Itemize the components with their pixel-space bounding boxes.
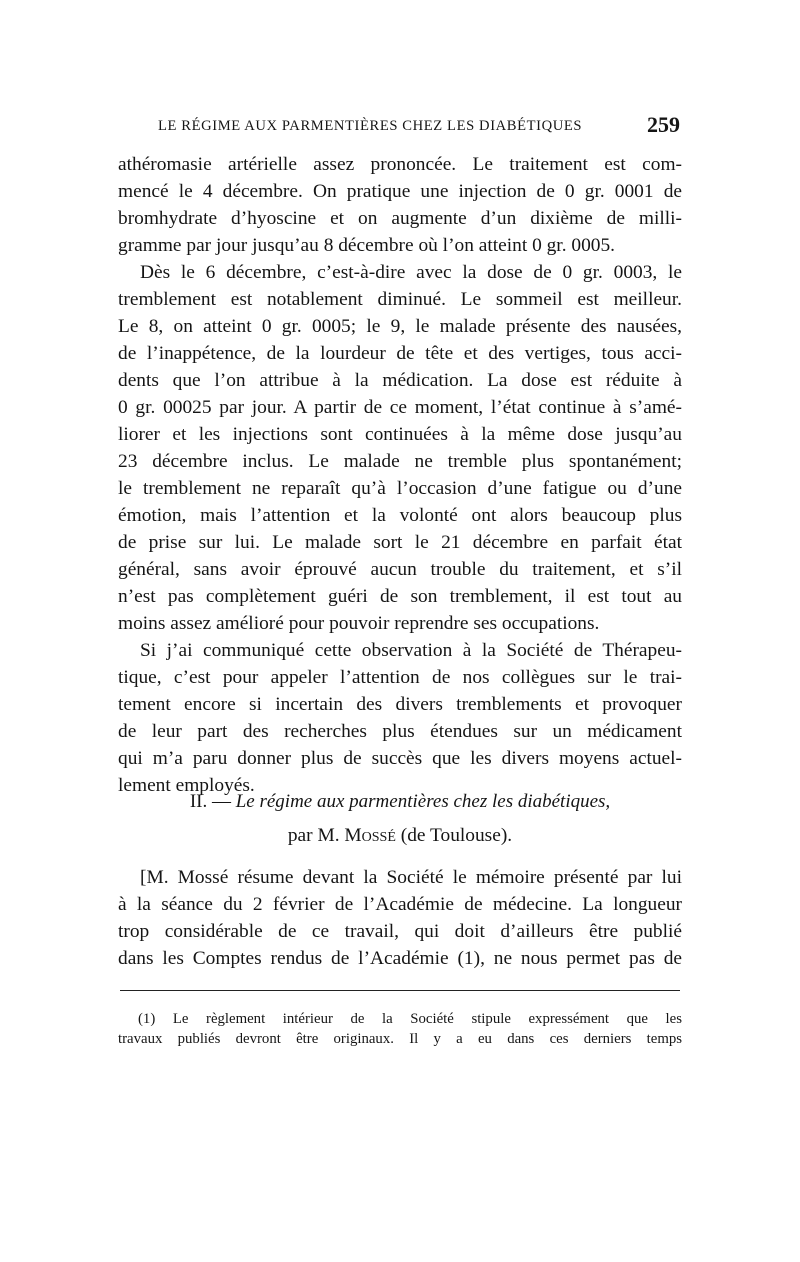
text-line: athéromasie artérielle assez prononcée. Le traitement est com- bbox=[118, 154, 682, 175]
running-title: LE RÉGIME AUX PARMENTIÈRES CHEZ LES DIABÉTIQUES bbox=[158, 118, 583, 134]
text-line: tique, c’est pour appeler l’attention de nos collègues sur le trai- bbox=[118, 667, 682, 688]
running-header bbox=[118, 112, 682, 142]
text-line: de prise sur lui. Le malade sort le 21 décembre en parfait état bbox=[118, 532, 682, 553]
section-title: Le régime aux parmentières chez les diabétiques, bbox=[235, 791, 611, 812]
text-line: de l’inappétence, de la lourdeur de tête et des vertiges, tous acci- bbox=[118, 343, 682, 364]
book-page bbox=[118, 0, 682, 1262]
footnote-divider bbox=[120, 990, 680, 991]
author-name: Mossé bbox=[344, 825, 396, 846]
footnote-line: travaux publiés devront être originaux. Il y a eu dans ces derniers temps bbox=[118, 1031, 682, 1047]
text-line: lement employés. bbox=[118, 775, 255, 796]
text-line: général, sans avoir éprouvé aucun trouble du traitement, et s’il bbox=[118, 559, 682, 580]
text-line: Le 8, on atteint 0 gr. 0005; le 9, le malade présente des nausées, bbox=[118, 316, 682, 337]
text-line: 0 gr. 00025 par jour. A partir de ce moment, l’état continue à s’amé- bbox=[118, 397, 682, 418]
text-line: tremblement est notablement diminué. Le sommeil est meilleur. bbox=[118, 289, 682, 310]
paragraph bbox=[118, 864, 682, 972]
text-line: Si j’ai communiqué cette observation à la Société de Thérapeu- bbox=[140, 640, 682, 661]
text-line: [M. Mossé résume devant la Société le mémoire présenté par lui bbox=[140, 867, 682, 888]
author-line bbox=[118, 822, 682, 850]
text-line: dans les Comptes rendus de l’Académie (1), ne nous permet pas de bbox=[118, 948, 682, 969]
page-number: 259 bbox=[647, 112, 680, 137]
text-line: n’est pas complètement guéri de son tremblement, il est tout au bbox=[118, 586, 682, 607]
text-line: tement encore si incertain des divers tremblements et provoquer bbox=[118, 694, 682, 715]
text-line: bromhydrate d’hyoscine et on augmente d’un dixième de milli- bbox=[118, 208, 682, 229]
main-text bbox=[118, 151, 682, 799]
text-line: le tremblement ne reparaît qu’à l’occasion d’une fatigue ou d’une bbox=[118, 478, 682, 499]
text-line: 23 décembre inclus. Le malade ne tremble plus spontanément; bbox=[118, 451, 682, 472]
text-line: qui m’a paru donner plus de succès que les divers moyens actuel- bbox=[118, 748, 682, 769]
text-line: de leur part des recherches plus étendues sur un médicament bbox=[118, 721, 682, 742]
text-line: dents que l’on attribue à la médication. La dose est réduite à bbox=[118, 370, 682, 391]
text-line: émotion, mais l’attention et la volonté ont alors beaucoup plus bbox=[118, 505, 682, 526]
text-line: moins assez amélioré pour pouvoir reprendre ses occupations. bbox=[118, 613, 600, 634]
text-line: gramme par jour jusqu’au 8 décembre où l’on atteint 0 gr. 0005. bbox=[118, 235, 616, 256]
author-affiliation: (de Toulouse). bbox=[400, 825, 513, 846]
footnote bbox=[118, 1009, 682, 1049]
section-number: II. — bbox=[189, 791, 231, 812]
text-line: Dès le 6 décembre, c’est-à-dire avec la dose de 0 gr. 0003, le bbox=[140, 262, 682, 283]
text-line: liorer et les injections sont continuées à la même dose jusqu’au bbox=[118, 424, 682, 445]
paragraph bbox=[118, 151, 682, 259]
section-title-line bbox=[118, 788, 682, 815]
footnote-line: (1) Le règlement intérieur de la Société stipule expressément que les bbox=[138, 1011, 682, 1027]
paragraph bbox=[118, 259, 682, 637]
text-line: mencé le 4 décembre. On pratique une injection de 0 gr. 0001 de bbox=[118, 181, 682, 202]
section-text bbox=[118, 864, 682, 972]
author-prefix: par M. bbox=[287, 825, 340, 846]
paragraph bbox=[118, 637, 682, 799]
section-heading bbox=[118, 788, 682, 850]
text-line: à la séance du 2 février de l’Académie de médecine. La longueur bbox=[118, 894, 682, 915]
text-line: trop considérable de ce travail, qui doit d’ailleurs être publié bbox=[118, 921, 682, 942]
